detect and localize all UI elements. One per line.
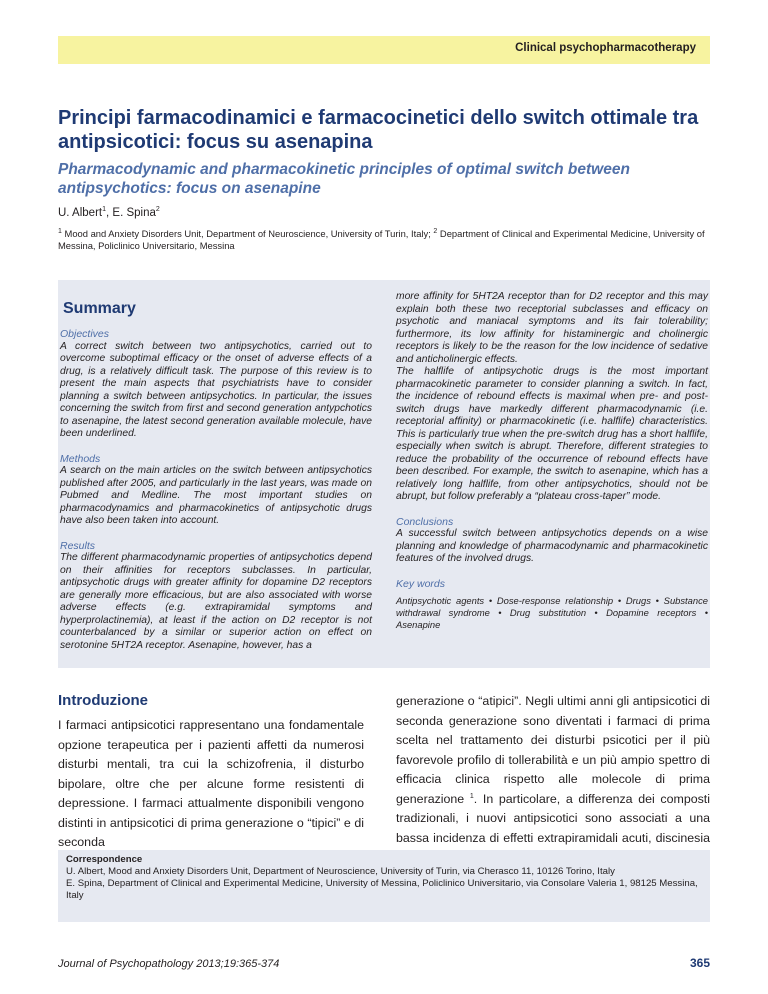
correspondence-line-2: E. Spina, Department of Clinical and Experimental Medicine, University of Messina, Policlinico Universitario, via Consolare Valeria 1, 98125 Messina, Italy: [66, 878, 698, 901]
authors: [58, 207, 160, 219]
results-text: The different pharmacodynamic properties of antipsychotics depend on their affinities for receptors subclasses. In particular, antipsychotic drugs with greater affinity for dopamine D2 receptors are generally more efficacious, but are also associated with worse adverse effects (e.g. extrapiramidal symptoms and hyperprolactinemia), at least if the action on D2 receptor is not counterbalanced by a similar or superior action on effect on serotonine 5HT2A receptor. Asenapine, however, has a: [60, 552, 372, 651]
results-text-continued-2: The halflife of antipsychotic drugs is the most important pharmacokinetic parameter to consider planning a switch. In fact, the incidence of rebound effects is maximal when pre- and post-switch drugs have markedly different pharmacodynamic (i.e. receptorial affinity) or pharmacokinetic (i.e. halflife) characteristics. This is particularly true when the pre-switch drug has a short halflife, especially when switch is abrupt. Therefore, different strategies to reduce the probability of the occurrence of rebound effects have been described. For example, the switch to asenapine, which has a relatively long halflife, from other antipsychotics, should not be abrupt, but follow preferably a “plateau cross-taper” mode.: [396, 366, 708, 502]
correspondence-line-1: U. Albert, Mood and Anxiety Disorders Unit, Department of Neuroscience, University of Turin, via Cherasco 11, 10126 Torino, Italy: [66, 866, 615, 877]
summary-left-column: [60, 328, 372, 652]
reference-1: 1: [469, 792, 474, 800]
objectives-text: A correct switch between two antipsychotics, carried out to overcome suboptimal efficacy or the onset of adverse effects of a drug, is a relatively difficult task. The purpose of this review is to present the main aspects that psychiatrists have to consider planning a switch between antipsychotics. In particular, the issues concerning the switch from first and second generation antypchotics to asenapine, the latest second generation available molecule, have been underlined.: [60, 340, 372, 439]
correspondence-box: [58, 850, 710, 922]
conclusions-text: A successful switch between antipsychotics depends on a wise planning and knowledge of pharmacodynamic and pharmacokinetic features of the involved drugs.: [396, 528, 708, 564]
conclusions-heading: Conclusions: [396, 515, 454, 528]
affil-1-text: Mood and Anxiety Disorders Unit, Department of Neuroscience, University of Turin, Italy;: [61, 228, 434, 239]
author-sep: ,: [106, 207, 113, 219]
article-title: Principi farmacodinamici e farmacocinetici dello switch ottimale tra antipsicotici: focus su asenapina: [58, 107, 699, 153]
keywords-heading: Key words: [396, 577, 446, 590]
author-1: U. Albert: [58, 207, 103, 219]
objectives-heading: Objectives: [60, 328, 110, 340]
summary-right-column: [396, 291, 708, 631]
methods-heading: Methods: [60, 452, 101, 465]
affil-2-text: Department of Clinical and Experimental Medicine, University of Messina, Policlinico Universitario, Messina: [58, 228, 705, 251]
section-label: Clinical psychopharmacotherapy: [515, 42, 696, 54]
page-number: 365: [689, 956, 710, 970]
keywords-text: Antipsychotic agents • Dose-response relationship • Drugs • Substance withdrawal syndrome • Drug substitution • Dopamine receptors • Asenapine: [396, 595, 708, 630]
affiliations: [58, 228, 718, 252]
affil-2-sup: 2: [433, 227, 438, 235]
article-subtitle: Pharmacodynamic and pharmacokinetic principles of optimal switch between antipsychotics: focus on asenapine: [58, 161, 630, 197]
intro-col2-text-b: . In particolare, a differenza dei composti tradizionali, i nuovi antipsicotici sono associati a una bassa incidenza di effetti extrapiramidali acuti, discinesia: [396, 791, 710, 845]
methods-text: A search on the main articles on the switch between antipsychotics published after 2005, and particularly in the last years, was made on Pubmed and Medline. The most important studies on pharmacodynamics and pharmacokinetics of antipsychotic drugs have also been taken into account.: [60, 465, 372, 526]
author-2: E. Spina: [112, 207, 156, 219]
intro-col2-text: generazione o “atipici”. Negli ultimi anni gli antipsicotici di seconda generazione sono diventati i farmaci di prima scelta nel trattamento dei disturbi psicotici per il più favorevole profilo di tollerabilità e un più ampio spettro di efficacia clinica rispetto alle molecole di prima generazione: [396, 694, 710, 806]
intro-column-2: [396, 692, 710, 868]
author-2-sup: 2: [155, 206, 160, 214]
summary-heading: Summary: [63, 300, 136, 317]
journal-citation: Journal of Psychopathology 2013;19:365-374: [58, 958, 280, 970]
correspondence-heading: Correspondence: [66, 854, 143, 865]
affil-1-sup: 1: [58, 227, 62, 235]
section-band: [58, 36, 710, 64]
author-1-sup: 1: [102, 206, 107, 214]
intro-column-1: I farmaci antipsicotici rappresentano una fondamentale opzione terapeutica per i pazienti affetti da numerosi disturbi mentali, tra cui la schizofrenia, il disturbo bipolare, oltre che per alcune forme resistenti di depressione. I farmaci attualmente disponibili vengono distinti in antipsicotici di prima generazione o “tipici” e di seconda: [58, 718, 364, 849]
intro-heading: Introduzione: [58, 692, 148, 709]
results-text-continued: more affinity for 5HT2A receptor than for D2 receptor and this may explain both these two receptorial subclasses and efficacy on psychotic and maniacal symptoms and its fair tolerability; furthermore, its low affinity for histaminergic and cholinergic receptors is likely to be the reason for the low incidence of sedative and anticholinergic effects.: [396, 291, 708, 365]
results-heading: Results: [60, 539, 96, 552]
